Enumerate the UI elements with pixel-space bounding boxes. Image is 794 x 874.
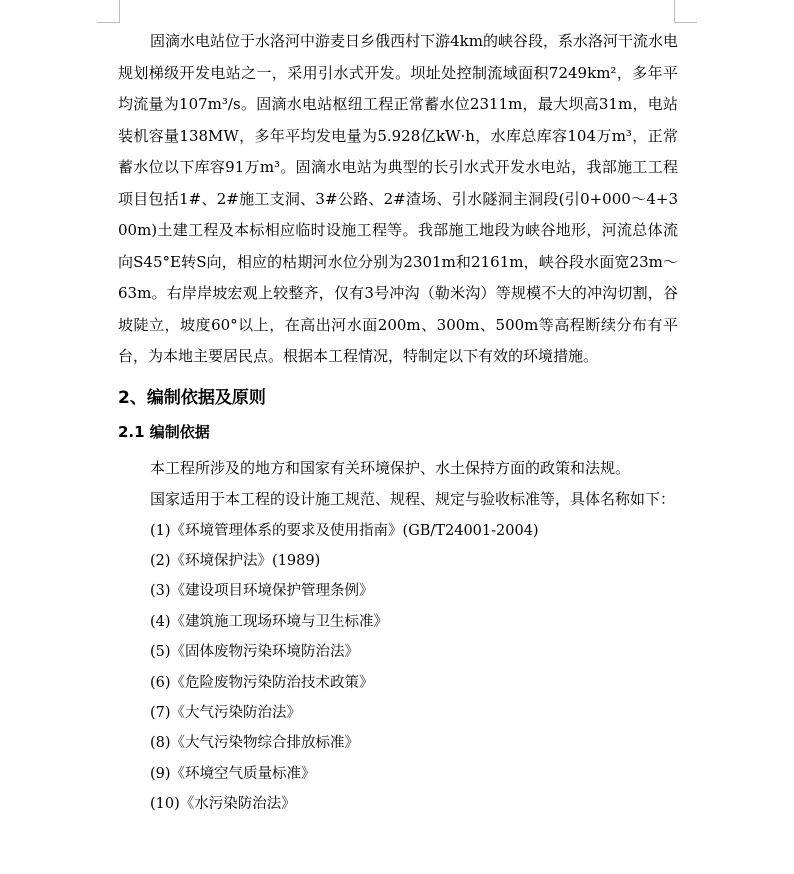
list-item: (9)《环境空气质量标准》 — [150, 765, 316, 782]
section-heading: 2、编制依据及原则 — [118, 387, 266, 408]
crop-mark-top-right — [674, 0, 697, 23]
paragraph-policies: 本工程所涉及的地方和国家有关环境保护、水土保持方面的政策和法规。 — [150, 458, 631, 477]
list-item: (5)《固体废物污染环境防治法》 — [150, 644, 360, 661]
list-item: (4)《建筑施工现场环境与卫生标准》 — [150, 613, 389, 630]
subsection-heading: 2.1 编制依据 — [118, 422, 210, 441]
paragraph-standards: 国家适用于本工程的设计施工规范、规程、规定与验收标准等，具体名称如下： — [150, 490, 676, 508]
crop-mark-top-left — [97, 0, 120, 23]
list-item: (8)《大气污染物综合排放标准》 — [150, 735, 360, 752]
list-item: (10)《水污染防治法》 — [150, 796, 296, 813]
reference-list — [118, 516, 678, 820]
list-item: (2)《环境保护法》(1989) — [150, 552, 321, 569]
list-item: (6)《危险废物污染防治技术政策》 — [150, 674, 374, 691]
list-item: (7)《大气污染防治法》 — [150, 704, 302, 721]
list-item: (1)《环境管理体系的要求及使用指南》(GB/T24001-2004) — [150, 522, 539, 539]
document-body — [118, 26, 678, 820]
list-item: (3)《建设项目环境保护管理条例》 — [150, 583, 374, 600]
intro-paragraph: 固滴水电站位于水洛河中游麦日乡俄西村下游4km的峡谷段，系水洛河干流水电规划梯级开发电站之一，采用引水式开发。坝址处控制流域面积7249km²，多年平均流量为107m³/s。固滴水电站枢纽工程正常蓄水位2311m，最大坝高31m，电站装机容量138MW，多年平均发电量为5.928亿kW·h，水库总库容104万m³，正常蓄水位以下库容91万m³。固滴水电站为典型的长引水式开发水电站，我部施工工程项目包括1#、2#施工支洞、3#公路、2#渣场、引水隧洞主洞段(引0+000～4+300m)土建工程及本标相应临时设施工程等。我部施工地段为峡谷地形，河流总体流向S45°E转S向，相应的枯期河水位分别为2301m和2161m，峡谷段水面宽23m～63m。右岸岸坡宏观上较整齐，仅有3号冲沟（勒米沟）等规模不大的冲沟切割，谷坡陡立，坡度60°以上，在高出河水面200m、300m、500m等高程断续分布有平台，为本地主要居民点。根据本工程情况，特制定以下有效的环境措施。 — [118, 32, 678, 365]
